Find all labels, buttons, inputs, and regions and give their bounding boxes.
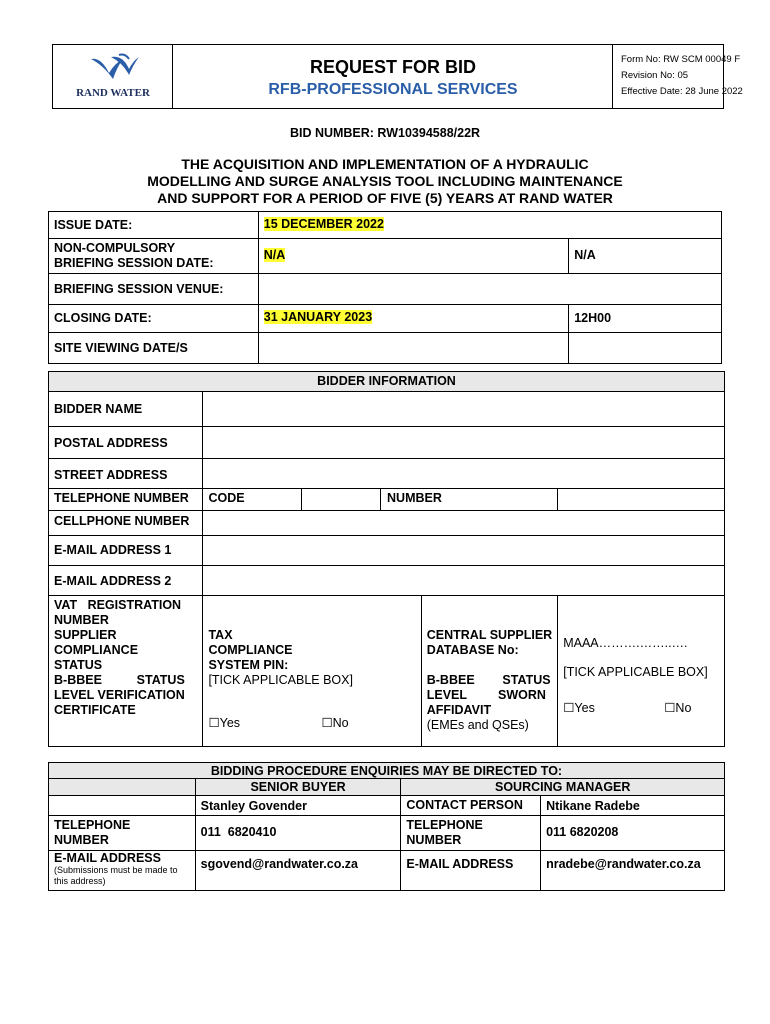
project-title-line-3: AND SUPPORT FOR A PERIOD OF FIVE (5) YEARS AT RAND WATER [157, 190, 613, 206]
postal-label: POSTAL ADDRESS [49, 427, 203, 459]
issue-date-value: 15 DECEMBER 2022 [263, 217, 384, 231]
supplier-label-line-3: STATUS [54, 658, 103, 672]
email1-row [49, 536, 725, 566]
effective-date: Effective Date: 28 June 2022 [621, 86, 743, 97]
tax-label-line-2: COMPLIANCE [208, 643, 293, 657]
cellphone-label: CELLPHONE NUMBER [49, 511, 203, 536]
closing-date-cell [258, 305, 568, 333]
briefing-date-cell [258, 239, 568, 274]
enquiries-name-row [49, 796, 725, 816]
briefing-time-value: N/A [569, 239, 722, 274]
csd-number-field[interactable]: MAAA……….……..…. [563, 636, 688, 650]
bbbee-label-line-2: LEVEL VERIFICATION [54, 688, 185, 702]
briefing-label-line-2: BRIEFING SESSION DATE: [54, 256, 214, 270]
form-info-cell [613, 45, 743, 108]
street-row [49, 459, 725, 489]
affidavit-no-checkbox[interactable]: ☐No [664, 701, 692, 715]
email2-field[interactable] [203, 566, 725, 596]
venue-value[interactable] [258, 274, 721, 305]
revision-number: Revision No: 05 [621, 70, 689, 81]
telephone-label-2-line-1: TELEPHONE [406, 818, 483, 832]
bidder-name-row [49, 392, 725, 427]
bidder-name-label: BIDDER NAME [49, 392, 203, 427]
site-viewing-value[interactable] [258, 333, 568, 364]
enquiries-phone-row [49, 816, 725, 851]
telephone-label-cell-2 [401, 816, 541, 851]
venue-row [49, 274, 722, 305]
project-title-line-2: MODELLING AND SURGE ANALYSIS TOOL INCLUDING MAINTENANCE [147, 173, 623, 189]
street-field[interactable] [203, 459, 725, 489]
site-viewing-time[interactable] [569, 333, 722, 364]
supplier-label-line-1: SUPPLIER [54, 628, 117, 642]
buyer-phone: 011 6820410 [195, 816, 401, 851]
project-title [0, 156, 770, 207]
email2-row [49, 566, 725, 596]
enquiries-heading: BIDDING PROCEDURE ENQUIRIES MAY BE DIRECTED TO: [49, 763, 725, 779]
manager-name: Ntikane Radebe [541, 796, 725, 816]
telephone-label: TELEPHONE NUMBER [49, 489, 203, 511]
cellphone-row [49, 511, 725, 536]
affidavit-label-line-3: AFFIDAVIT [426, 703, 492, 717]
issue-date-label: ISSUE DATE: [49, 212, 259, 239]
closing-date-row [49, 305, 722, 333]
briefing-date-value: N/A [263, 248, 286, 262]
manager-email[interactable]: nradebe@randwater.co.za [541, 851, 725, 891]
code-field[interactable] [302, 489, 381, 511]
compliance-row [49, 596, 725, 747]
briefing-date-label [49, 239, 259, 274]
enquiries-heading-row [49, 763, 725, 779]
briefing-date-row [49, 239, 722, 274]
affidavit-label-line-1: B-BBEE STATUS [426, 673, 551, 687]
csd-label-line-2: DATABASE No: [426, 643, 519, 657]
bidder-heading-row [49, 372, 725, 392]
email-label: E-MAIL ADDRESS [54, 851, 161, 865]
telephone-label-line-2: NUMBER [54, 833, 109, 847]
buyer-email[interactable]: sgovend@randwater.co.za [195, 851, 401, 891]
vat-label-line-1: VAT REGISTRATION [54, 598, 182, 612]
supplier-label-line-2: COMPLIANCE [54, 643, 139, 657]
affidavit-yes-checkbox[interactable]: ☐Yes [563, 701, 595, 715]
bid-number: BID NUMBER: RW10394588/22R [289, 126, 481, 140]
csd-cell [421, 596, 557, 747]
tax-label-line-3: SYSTEM PIN: [208, 658, 289, 672]
logo-text: RAND WATER [76, 87, 150, 99]
closing-date-label: CLOSING DATE: [49, 305, 259, 333]
issue-date-row [49, 212, 722, 239]
email1-field[interactable] [203, 536, 725, 566]
tick-box-label-2: [TICK APPLICABLE BOX] [563, 665, 708, 679]
email-label-2: E-MAIL ADDRESS [401, 851, 541, 891]
closing-time-value: 12H00 [569, 305, 722, 333]
enquiries-email-row [49, 851, 725, 891]
bidder-info-table [48, 371, 725, 747]
manager-phone: 011 6820208 [541, 816, 725, 851]
compliance-labels [49, 596, 203, 747]
csd-label-line-1: CENTRAL SUPPLIER [426, 628, 553, 642]
enquiries-role-row [49, 779, 725, 796]
code-label: CODE [203, 489, 302, 511]
bbbee-label-line-1: B-BBEE STATUS [54, 673, 185, 687]
title-cell [173, 45, 613, 108]
email-note: (Submissions must be made to this address) [54, 865, 178, 886]
postal-field[interactable] [203, 427, 725, 459]
header-box [52, 44, 743, 109]
telephone-label-2-line-2: NUMBER [406, 833, 462, 847]
telephone-label-line-1: TELEPHONE [54, 818, 131, 832]
venue-label: BRIEFING SESSION VENUE: [49, 274, 259, 305]
buyer-name: Stanley Govender [195, 796, 401, 816]
csd-value-cell [558, 596, 725, 747]
bidder-heading: BIDDER INFORMATION [49, 372, 725, 392]
affidavit-label-line-4: (EMEs and QSEs) [426, 718, 529, 732]
issue-date-cell [258, 212, 721, 239]
bbbee-no-checkbox[interactable]: ☐No [321, 716, 349, 730]
street-label: STREET ADDRESS [49, 459, 203, 489]
closing-date-value: 31 JANUARY 2023 [263, 310, 373, 324]
telephone-row [49, 489, 725, 511]
tax-compliance-cell [203, 596, 421, 747]
cellphone-field[interactable] [203, 511, 725, 536]
senior-buyer-heading: SENIOR BUYER [195, 779, 401, 796]
tax-label-line-1: TAX [208, 628, 233, 642]
sourcing-manager-heading: SOURCING MANAGER [401, 779, 725, 796]
enquiries-table [48, 762, 725, 891]
number-field[interactable] [558, 489, 725, 511]
vat-label-line-2: NUMBER [54, 613, 109, 627]
logo-cell [53, 45, 173, 108]
site-viewing-row [49, 333, 722, 364]
dates-table [48, 211, 722, 364]
page-title: REQUEST FOR BID [309, 57, 476, 77]
enquiries-blank-name [49, 796, 196, 816]
affidavit-label-line-2: LEVEL SWORN [426, 688, 546, 702]
form-number: Form No: RW SCM 00049 F [621, 54, 741, 65]
tick-box-label-1: [TICK APPLICABLE BOX] [208, 673, 353, 687]
email2-label: E-MAIL ADDRESS 2 [49, 566, 203, 596]
postal-row [49, 427, 725, 459]
rand-water-logo-icon [89, 53, 141, 81]
telephone-label-cell [49, 816, 196, 851]
number-label: NUMBER [381, 489, 558, 511]
enquiries-blank-role [49, 779, 196, 796]
bidder-name-field[interactable] [203, 392, 725, 427]
bbbee-yes-checkbox[interactable]: ☐Yes [208, 716, 241, 730]
page-subtitle: RFB-PROFESSIONAL SERVICES [268, 81, 518, 98]
contact-person-label: CONTACT PERSON [401, 796, 541, 816]
email-label-cell [49, 851, 196, 891]
site-viewing-label: SITE VIEWING DATE/S [49, 333, 259, 364]
briefing-label-line-1: NON-COMPULSORY [54, 241, 176, 255]
bbbee-label-line-3: CERTIFICATE [54, 703, 136, 717]
project-title-line-1: THE ACQUISITION AND IMPLEMENTATION OF A HYDRAULIC [181, 156, 589, 172]
email1-label: E-MAIL ADDRESS 1 [49, 536, 203, 566]
